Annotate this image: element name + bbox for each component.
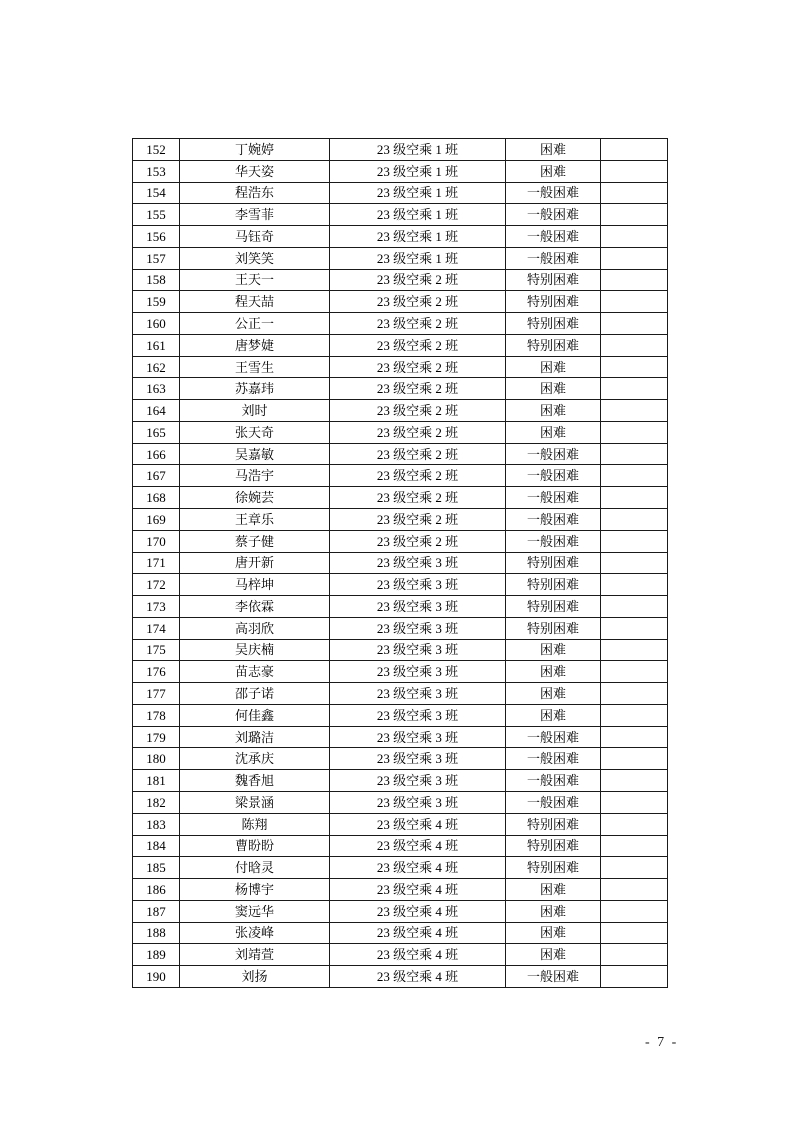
row-number-cell: 167 [133, 465, 180, 487]
table-row [133, 421, 668, 443]
difficulty-level-cell: 困难 [506, 139, 601, 161]
table-row [133, 378, 668, 400]
remarks-cell [601, 944, 668, 966]
student-name-cell: 刘时 [180, 400, 330, 422]
table-row [133, 291, 668, 313]
class-name-cell: 23 级空乘 2 班 [330, 400, 506, 422]
row-number-cell: 186 [133, 879, 180, 901]
difficulty-level-cell: 一般困难 [506, 465, 601, 487]
student-name-cell: 王章乐 [180, 509, 330, 531]
student-name-cell: 刘扬 [180, 966, 330, 988]
class-name-cell: 23 级空乘 4 班 [330, 813, 506, 835]
row-number-cell: 190 [133, 966, 180, 988]
difficulty-level-cell: 特别困难 [506, 596, 601, 618]
row-number-cell: 182 [133, 791, 180, 813]
difficulty-level-cell: 一般困难 [506, 247, 601, 269]
difficulty-level-cell: 困难 [506, 356, 601, 378]
student-name-cell: 马钰奇 [180, 226, 330, 248]
difficulty-level-cell: 特别困难 [506, 269, 601, 291]
class-name-cell: 23 级空乘 2 班 [330, 269, 506, 291]
remarks-cell [601, 356, 668, 378]
student-name-cell: 魏香旭 [180, 770, 330, 792]
remarks-cell [601, 770, 668, 792]
table-row [133, 247, 668, 269]
remarks-cell [601, 835, 668, 857]
student-name-cell: 王天一 [180, 269, 330, 291]
remarks-cell [601, 639, 668, 661]
student-name-cell: 程浩东 [180, 182, 330, 204]
student-name-cell: 张天奇 [180, 421, 330, 443]
difficulty-level-cell: 特别困难 [506, 835, 601, 857]
difficulty-level-cell: 困难 [506, 879, 601, 901]
student-name-cell: 刘靖萱 [180, 944, 330, 966]
remarks-cell [601, 465, 668, 487]
student-name-cell: 李雪菲 [180, 204, 330, 226]
row-number-cell: 168 [133, 487, 180, 509]
remarks-cell [601, 160, 668, 182]
difficulty-level-cell: 特别困难 [506, 313, 601, 335]
row-number-cell: 153 [133, 160, 180, 182]
table-row [133, 704, 668, 726]
table-row [133, 683, 668, 705]
remarks-cell [601, 487, 668, 509]
difficulty-level-cell: 一般困难 [506, 204, 601, 226]
row-number-cell: 166 [133, 443, 180, 465]
remarks-cell [601, 922, 668, 944]
row-number-cell: 189 [133, 944, 180, 966]
student-name-cell: 王雪生 [180, 356, 330, 378]
table-row [133, 487, 668, 509]
class-name-cell: 23 级空乘 1 班 [330, 139, 506, 161]
difficulty-level-cell: 一般困难 [506, 509, 601, 531]
table-row [133, 226, 668, 248]
class-name-cell: 23 级空乘 3 班 [330, 639, 506, 661]
row-number-cell: 157 [133, 247, 180, 269]
difficulty-level-cell: 一般困难 [506, 182, 601, 204]
remarks-cell [601, 269, 668, 291]
row-number-cell: 178 [133, 704, 180, 726]
row-number-cell: 169 [133, 509, 180, 531]
table-row [133, 596, 668, 618]
remarks-cell [601, 313, 668, 335]
class-name-cell: 23 级空乘 3 班 [330, 661, 506, 683]
remarks-cell [601, 704, 668, 726]
class-name-cell: 23 级空乘 2 班 [330, 291, 506, 313]
difficulty-level-cell: 困难 [506, 661, 601, 683]
table-row [133, 966, 668, 988]
class-name-cell: 23 级空乘 3 班 [330, 574, 506, 596]
class-name-cell: 23 级空乘 4 班 [330, 922, 506, 944]
difficulty-level-cell: 特别困难 [506, 552, 601, 574]
row-number-cell: 165 [133, 421, 180, 443]
remarks-cell [601, 791, 668, 813]
row-number-cell: 158 [133, 269, 180, 291]
difficulty-level-cell: 一般困难 [506, 443, 601, 465]
class-name-cell: 23 级空乘 3 班 [330, 552, 506, 574]
remarks-cell [601, 596, 668, 618]
difficulty-level-cell: 困难 [506, 922, 601, 944]
difficulty-level-cell: 困难 [506, 639, 601, 661]
student-name-cell: 高羽欣 [180, 617, 330, 639]
row-number-cell: 160 [133, 313, 180, 335]
remarks-cell [601, 857, 668, 879]
difficulty-level-cell: 特别困难 [506, 617, 601, 639]
student-name-cell: 梁景涵 [180, 791, 330, 813]
class-name-cell: 23 级空乘 2 班 [330, 465, 506, 487]
remarks-cell [601, 683, 668, 705]
remarks-cell [601, 400, 668, 422]
remarks-cell [601, 726, 668, 748]
student-name-cell: 邵子诺 [180, 683, 330, 705]
class-name-cell: 23 级空乘 2 班 [330, 421, 506, 443]
student-name-cell: 何佳鑫 [180, 704, 330, 726]
difficulty-level-cell: 困难 [506, 421, 601, 443]
class-name-cell: 23 级空乘 4 班 [330, 835, 506, 857]
table-row [133, 182, 668, 204]
difficulty-level-cell: 困难 [506, 900, 601, 922]
remarks-cell [601, 617, 668, 639]
class-name-cell: 23 级空乘 1 班 [330, 204, 506, 226]
class-name-cell: 23 级空乘 2 班 [330, 509, 506, 531]
table-row [133, 139, 668, 161]
row-number-cell: 171 [133, 552, 180, 574]
difficulty-level-cell: 困难 [506, 400, 601, 422]
class-name-cell: 23 级空乘 3 班 [330, 770, 506, 792]
student-roster-table [132, 138, 668, 988]
difficulty-level-cell: 一般困难 [506, 791, 601, 813]
row-number-cell: 155 [133, 204, 180, 226]
row-number-cell: 156 [133, 226, 180, 248]
row-number-cell: 164 [133, 400, 180, 422]
class-name-cell: 23 级空乘 3 班 [330, 726, 506, 748]
difficulty-level-cell: 困难 [506, 378, 601, 400]
table-row [133, 530, 668, 552]
student-name-cell: 蔡子健 [180, 530, 330, 552]
row-number-cell: 174 [133, 617, 180, 639]
row-number-cell: 172 [133, 574, 180, 596]
student-name-cell: 苗志豪 [180, 661, 330, 683]
table-row [133, 356, 668, 378]
student-name-cell: 张凌峰 [180, 922, 330, 944]
table-row [133, 944, 668, 966]
table-row [133, 400, 668, 422]
table-row [133, 313, 668, 335]
table-row [133, 204, 668, 226]
table-row [133, 661, 668, 683]
remarks-cell [601, 900, 668, 922]
table-row [133, 574, 668, 596]
difficulty-level-cell: 一般困难 [506, 726, 601, 748]
row-number-cell: 159 [133, 291, 180, 313]
class-name-cell: 23 级空乘 2 班 [330, 443, 506, 465]
student-name-cell: 陈翔 [180, 813, 330, 835]
table-row [133, 791, 668, 813]
student-name-cell: 付晗灵 [180, 857, 330, 879]
table-row [133, 922, 668, 944]
class-name-cell: 23 级空乘 4 班 [330, 966, 506, 988]
table-row [133, 900, 668, 922]
student-name-cell: 杨博宇 [180, 879, 330, 901]
difficulty-level-cell: 一般困难 [506, 748, 601, 770]
remarks-cell [601, 139, 668, 161]
student-name-cell: 丁婉婷 [180, 139, 330, 161]
class-name-cell: 23 级空乘 2 班 [330, 487, 506, 509]
student-name-cell: 吴嘉敏 [180, 443, 330, 465]
row-number-cell: 176 [133, 661, 180, 683]
class-name-cell: 23 级空乘 1 班 [330, 182, 506, 204]
row-number-cell: 163 [133, 378, 180, 400]
student-name-cell: 唐梦婕 [180, 334, 330, 356]
table-row [133, 552, 668, 574]
remarks-cell [601, 378, 668, 400]
student-name-cell: 吴庆楠 [180, 639, 330, 661]
page-number: - 7 - [645, 1035, 679, 1050]
student-name-cell: 刘笑笑 [180, 247, 330, 269]
student-name-cell: 沈承庆 [180, 748, 330, 770]
row-number-cell: 162 [133, 356, 180, 378]
row-number-cell: 181 [133, 770, 180, 792]
difficulty-level-cell: 困难 [506, 683, 601, 705]
student-name-cell: 唐开新 [180, 552, 330, 574]
difficulty-level-cell: 一般困难 [506, 226, 601, 248]
class-name-cell: 23 级空乘 2 班 [330, 378, 506, 400]
remarks-cell [601, 204, 668, 226]
class-name-cell: 23 级空乘 2 班 [330, 356, 506, 378]
row-number-cell: 152 [133, 139, 180, 161]
row-number-cell: 185 [133, 857, 180, 879]
table-row [133, 857, 668, 879]
table-row [133, 269, 668, 291]
difficulty-level-cell: 特别困难 [506, 334, 601, 356]
class-name-cell: 23 级空乘 2 班 [330, 530, 506, 552]
remarks-cell [601, 334, 668, 356]
student-name-cell: 徐婉芸 [180, 487, 330, 509]
table-row [133, 639, 668, 661]
row-number-cell: 154 [133, 182, 180, 204]
table-row [133, 465, 668, 487]
remarks-cell [601, 574, 668, 596]
difficulty-level-cell: 一般困难 [506, 770, 601, 792]
table-row [133, 443, 668, 465]
row-number-cell: 175 [133, 639, 180, 661]
row-number-cell: 161 [133, 334, 180, 356]
class-name-cell: 23 级空乘 3 班 [330, 791, 506, 813]
remarks-cell [601, 552, 668, 574]
student-name-cell: 马浩宇 [180, 465, 330, 487]
difficulty-level-cell: 困难 [506, 704, 601, 726]
row-number-cell: 180 [133, 748, 180, 770]
student-name-cell: 窦远华 [180, 900, 330, 922]
row-number-cell: 179 [133, 726, 180, 748]
remarks-cell [601, 879, 668, 901]
row-number-cell: 177 [133, 683, 180, 705]
class-name-cell: 23 级空乘 3 班 [330, 748, 506, 770]
remarks-cell [601, 291, 668, 313]
class-name-cell: 23 级空乘 4 班 [330, 900, 506, 922]
class-name-cell: 23 级空乘 3 班 [330, 704, 506, 726]
table-row [133, 334, 668, 356]
difficulty-level-cell: 特别困难 [506, 291, 601, 313]
class-name-cell: 23 级空乘 3 班 [330, 617, 506, 639]
remarks-cell [601, 661, 668, 683]
class-name-cell: 23 级空乘 3 班 [330, 683, 506, 705]
table-row [133, 160, 668, 182]
table-row [133, 726, 668, 748]
remarks-cell [601, 966, 668, 988]
student-name-cell: 刘璐洁 [180, 726, 330, 748]
row-number-cell: 170 [133, 530, 180, 552]
student-name-cell: 李依霖 [180, 596, 330, 618]
difficulty-level-cell: 一般困难 [506, 487, 601, 509]
class-name-cell: 23 级空乘 1 班 [330, 247, 506, 269]
remarks-cell [601, 421, 668, 443]
table-row [133, 879, 668, 901]
remarks-cell [601, 509, 668, 531]
student-name-cell: 程天喆 [180, 291, 330, 313]
row-number-cell: 187 [133, 900, 180, 922]
table-row [133, 509, 668, 531]
class-name-cell: 23 级空乘 2 班 [330, 334, 506, 356]
class-name-cell: 23 级空乘 4 班 [330, 857, 506, 879]
student-name-cell: 马梓坤 [180, 574, 330, 596]
difficulty-level-cell: 特别困难 [506, 857, 601, 879]
remarks-cell [601, 226, 668, 248]
remarks-cell [601, 530, 668, 552]
remarks-cell [601, 748, 668, 770]
student-name-cell: 曹盼盼 [180, 835, 330, 857]
difficulty-level-cell: 困难 [506, 160, 601, 182]
row-number-cell: 184 [133, 835, 180, 857]
class-name-cell: 23 级空乘 1 班 [330, 160, 506, 182]
remarks-cell [601, 443, 668, 465]
remarks-cell [601, 247, 668, 269]
class-name-cell: 23 级空乘 3 班 [330, 596, 506, 618]
difficulty-level-cell: 特别困难 [506, 574, 601, 596]
row-number-cell: 188 [133, 922, 180, 944]
table-row [133, 835, 668, 857]
class-name-cell: 23 级空乘 4 班 [330, 944, 506, 966]
remarks-cell [601, 813, 668, 835]
table-row [133, 770, 668, 792]
difficulty-level-cell: 困难 [506, 944, 601, 966]
student-name-cell: 华天姿 [180, 160, 330, 182]
difficulty-level-cell: 一般困难 [506, 966, 601, 988]
student-name-cell: 公正一 [180, 313, 330, 335]
row-number-cell: 183 [133, 813, 180, 835]
class-name-cell: 23 级空乘 4 班 [330, 879, 506, 901]
table-row [133, 617, 668, 639]
table-row [133, 813, 668, 835]
row-number-cell: 173 [133, 596, 180, 618]
difficulty-level-cell: 一般困难 [506, 530, 601, 552]
difficulty-level-cell: 特别困难 [506, 813, 601, 835]
class-name-cell: 23 级空乘 1 班 [330, 226, 506, 248]
remarks-cell [601, 182, 668, 204]
class-name-cell: 23 级空乘 2 班 [330, 313, 506, 335]
table-row [133, 748, 668, 770]
student-name-cell: 苏嘉玮 [180, 378, 330, 400]
